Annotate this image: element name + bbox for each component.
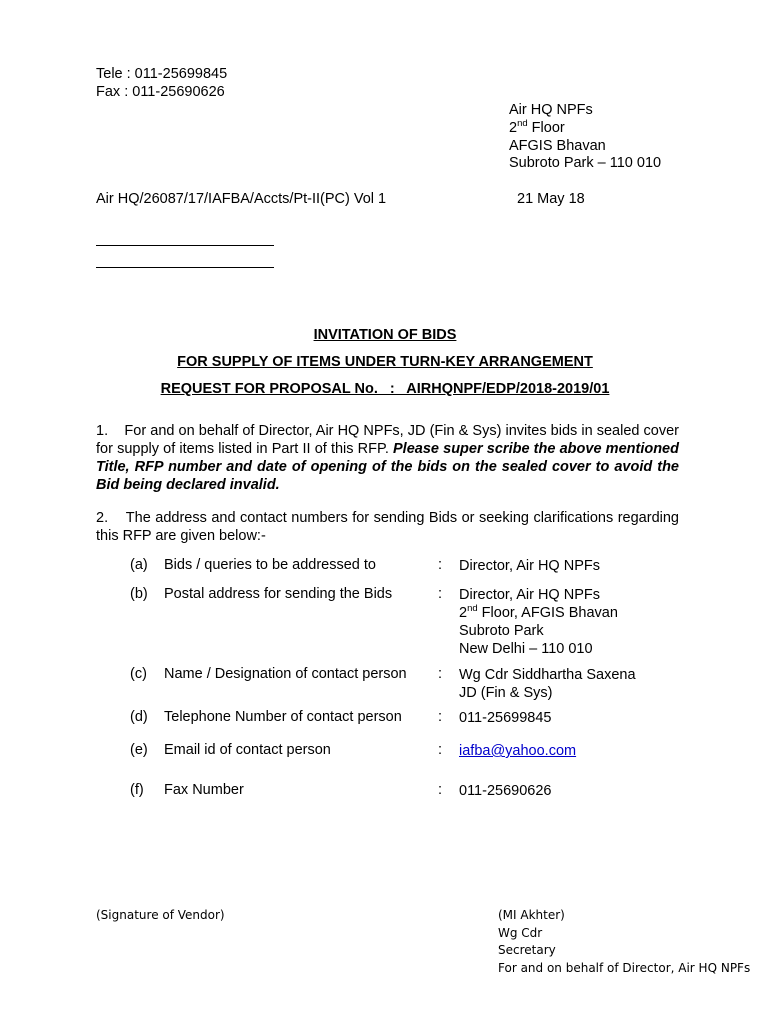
item-d-value: 011-25699845 (459, 710, 552, 726)
recipient-blank-line-1 (96, 245, 274, 246)
telephone-line: Tele : 011-25699845 (96, 66, 228, 82)
item-e-text: Email id of contact person (164, 742, 331, 758)
item-e-row (130, 742, 690, 760)
item-b-row (130, 586, 690, 657)
item-f-text: Fax Number (164, 782, 244, 798)
item-e-colon: : (438, 742, 443, 758)
signatory-rank: Wg Cdr (498, 926, 543, 940)
item-f-label: (f) (130, 782, 144, 798)
item-e-label: (e) (130, 742, 148, 758)
item-f-colon: : (438, 782, 443, 798)
item-a-label: (a) (130, 557, 148, 573)
item-b-value (459, 586, 618, 658)
contact-email-link[interactable]: iafba@yahoo.com (459, 743, 577, 759)
item-c-row (130, 666, 690, 701)
item-c-colon: : (438, 666, 443, 682)
item-a-value: Director, Air HQ NPFs (459, 558, 600, 574)
item-c-value (459, 666, 636, 702)
item-c-text: Name / Designation of contact person (164, 666, 407, 682)
item-b-text: Postal address for sending the Bids (164, 586, 393, 602)
item-b-floor-number: 2 (459, 605, 468, 621)
address-line-3: AFGIS Bhavan (509, 138, 606, 154)
reference-number: Air HQ/26087/17/IAFBA/Accts/Pt-II(PC) Vol 1 (96, 191, 387, 207)
item-f-row (130, 782, 690, 800)
address-line-1: Air HQ NPFs (509, 102, 593, 118)
signatory-on-behalf: For and on behalf of Director, Air HQ NPFs (498, 961, 751, 975)
floor-number: 2 (509, 120, 518, 136)
item-d-text: Telephone Number of contact person (164, 709, 402, 725)
item-f-value: 011-25690626 (459, 783, 552, 799)
item-c-value-line-1: Wg Cdr Siddhartha Saxena (459, 667, 636, 683)
item-b-value-line-3: Subroto Park (459, 623, 544, 639)
paragraph-1-text: 1. For and on behalf of Director, Air HQ NPFs, JD (Fin & Sys) invites bids in sealed cover for supply of items listed in Part II of this RFP. (96, 423, 684, 457)
title-rfp (0, 380, 770, 398)
item-d-colon: : (438, 709, 443, 725)
address-line-2 (509, 119, 565, 137)
item-b-value-line-1: Director, Air HQ NPFs (459, 587, 600, 603)
item-c-label: (c) (130, 666, 147, 682)
paragraph-1-emphasis: Please super scribe the above mentioned Title, RFP number and date of opening of the bids on the sealed cover to avoid the Bid being declared invalid. (96, 441, 679, 493)
vendor-signature-label: (Signature of Vendor) (96, 908, 225, 922)
item-a-row (130, 557, 690, 575)
item-b-floor-superscript: nd (467, 603, 478, 615)
paragraph-2-text: 2. The address and contact numbers for sending Bids or seeking clarifications regarding this RFP are given below:- (96, 510, 684, 544)
title-supply: FOR SUPPLY OF ITEMS UNDER TURN-KEY ARRANGEMENT (177, 354, 593, 370)
item-a-text: Bids / queries to be addressed to (164, 557, 376, 573)
title-rfp-text: REQUEST FOR PROPOSAL No. : AIRHQNPF/EDP/2018-2019/01 (160, 381, 610, 397)
item-d-label: (d) (130, 709, 148, 725)
signatory-title: Secretary (498, 943, 556, 957)
recipient-blank-line-2 (96, 267, 274, 268)
paragraph-2 (96, 509, 684, 545)
signatory-name: (MI Akhter) (498, 908, 565, 922)
fax-line: Fax : 011-25690626 (96, 84, 225, 100)
item-b-floor-text: Floor, AFGIS Bhavan (477, 605, 618, 621)
item-b-value-line-4: New Delhi – 110 010 (459, 641, 593, 657)
title-invitation: INVITATION OF BIDS (313, 327, 457, 343)
item-b-value-line-2 (459, 604, 618, 622)
item-b-label: (b) (130, 586, 148, 602)
floor-superscript: nd (517, 118, 528, 130)
letter-date: 21 May 18 (517, 191, 585, 207)
item-b-colon: : (438, 586, 443, 602)
item-a-colon: : (438, 557, 443, 573)
address-line-4: Subroto Park – 110 010 (509, 155, 662, 171)
paragraph-1 (96, 422, 684, 494)
item-d-row (130, 709, 690, 727)
item-c-value-line-2: JD (Fin & Sys) (459, 685, 553, 701)
floor-text: Floor (527, 120, 565, 136)
